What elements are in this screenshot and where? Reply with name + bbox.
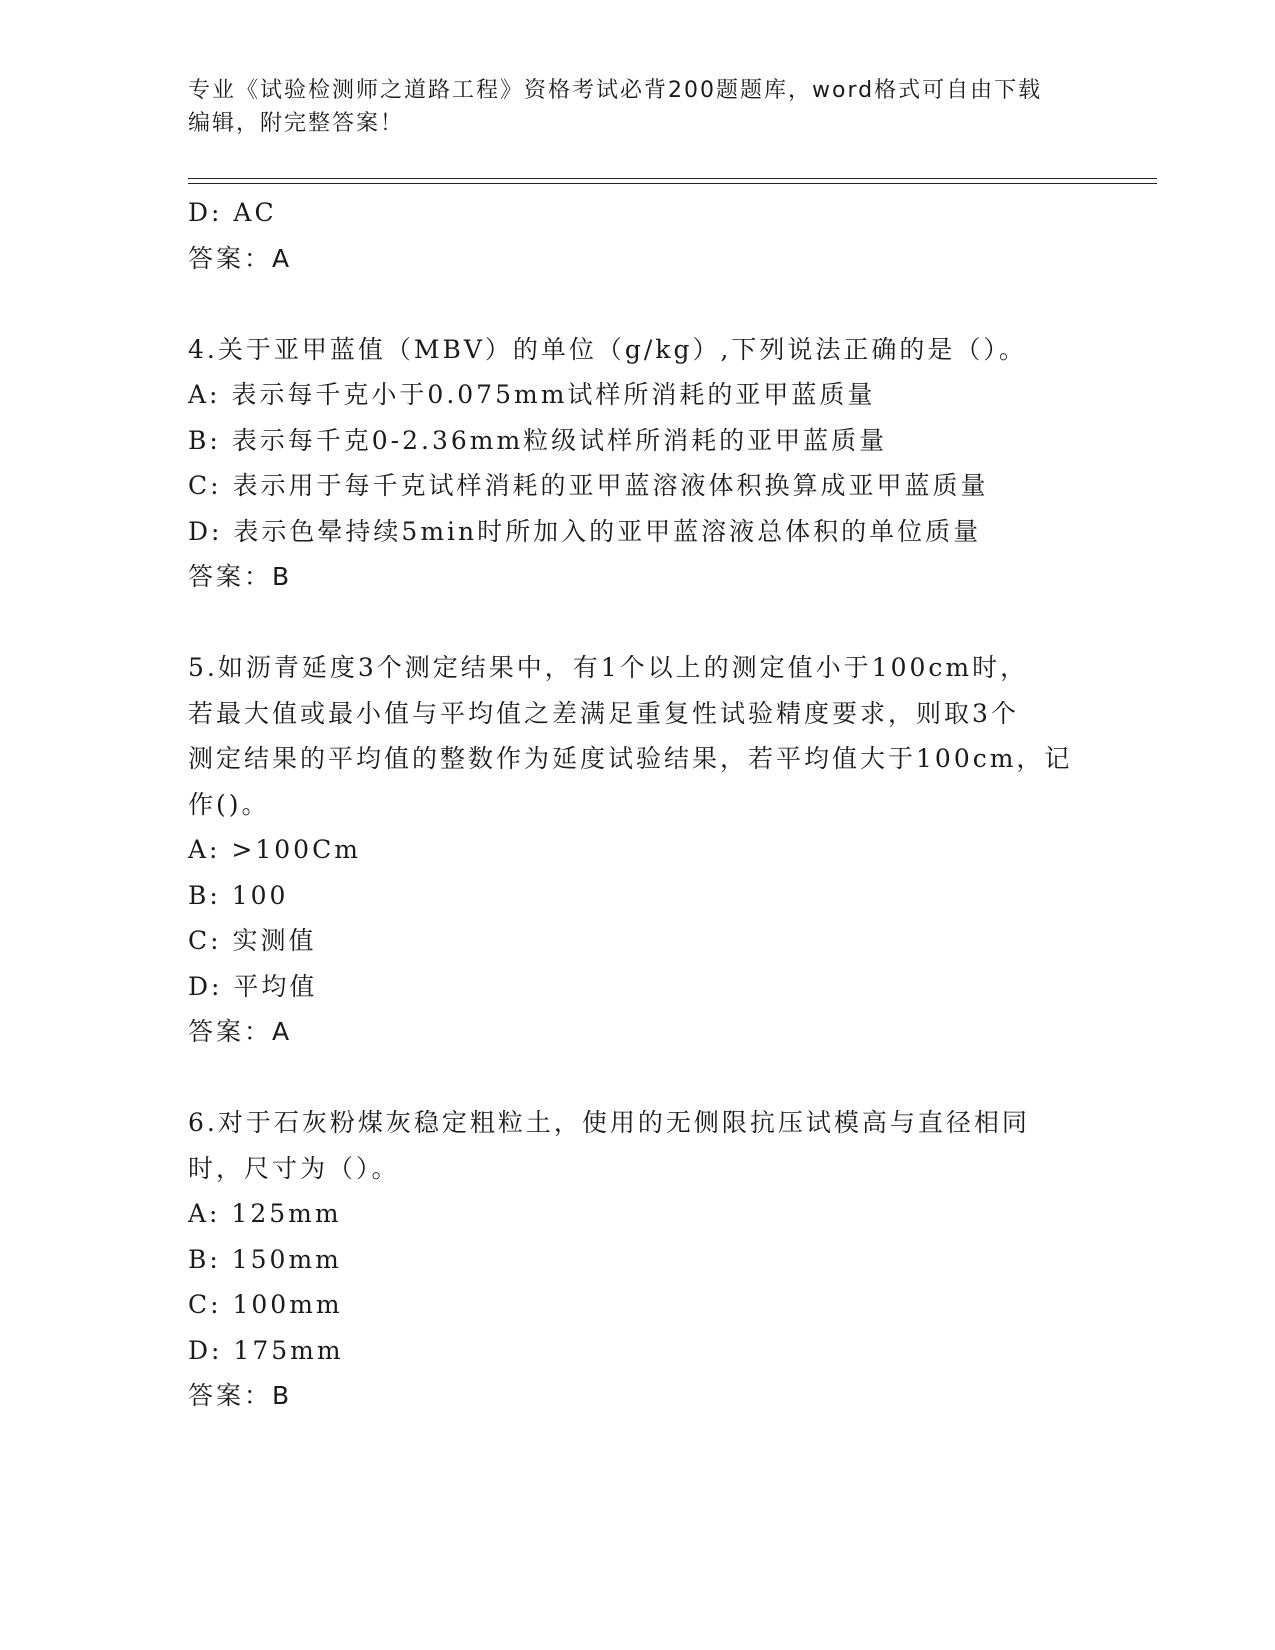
question-6-stem-line-1: 6.对于石灰粉煤灰稳定粗粒土，使用的无侧限抗压试模高与直径相同 <box>188 1108 1030 1137</box>
header-divider-bottom <box>188 183 1157 184</box>
question-4-option-a: A: 表示每千克小于0.075mm试样所消耗的亚甲蓝质量 <box>188 380 876 409</box>
question-list <box>188 190 1088 1419</box>
question-5-stem-line-1: 5.如沥青延度3个测定结果中，有1个以上的测定值小于100cm时， <box>188 653 1029 682</box>
question-5-option-b: B: 100 <box>188 880 289 910</box>
page-header <box>188 74 1088 140</box>
header-title-line-2: 编辑，附完整答案！ <box>188 111 405 136</box>
spacer <box>188 1055 1088 1101</box>
question-5-answer: 答案：A <box>188 1017 293 1046</box>
header-divider-top <box>188 178 1157 179</box>
question-5-option-d: D: 平均值 <box>188 971 318 1001</box>
question-6-option-a: A: 125mm <box>188 1199 342 1228</box>
question-6-option-c: C: 100mm <box>188 1290 343 1319</box>
question-4-option-c: C: 表示用于每千克试样消耗的亚甲蓝溶液体积换算成亚甲蓝质量 <box>188 471 989 500</box>
question-3-tail <box>188 190 1088 281</box>
question-5 <box>188 645 1088 1055</box>
question-6 <box>188 1100 1088 1419</box>
question-3-option-d: D: AC <box>188 198 277 227</box>
question-5-option-a: A: >100Cm <box>188 835 361 864</box>
question-4-stem: 4.关于亚甲蓝值（MBV）的单位（g/kg）,下列说法正确的是（）。 <box>188 334 1027 364</box>
question-4 <box>188 327 1088 600</box>
question-5-stem-line-3: 测定结果的平均值的整数作为延度试验结果，若平均值大于100cm，记 <box>188 744 1073 773</box>
question-5-stem-line-2: 若最大值或最小值与平均值之差满足重复性试验精度要求，则取3个 <box>188 698 1019 728</box>
question-3-answer: 答案：A <box>188 243 293 273</box>
spacer <box>188 281 1088 327</box>
question-5-stem-line-4: 作()。 <box>188 789 270 819</box>
question-6-option-d: D: 175mm <box>188 1335 344 1365</box>
question-4-option-d: D: 表示色晕持续5min时所加入的亚甲蓝溶液总体积的单位质量 <box>188 516 982 546</box>
header-title-line-1: 专业《试验检测师之道路工程》资格考试必背200题题库，word格式可自由下载 <box>188 78 1043 103</box>
question-4-option-b: B: 表示每千克0-2.36mm粒级试样所消耗的亚甲蓝质量 <box>188 425 888 455</box>
spacer <box>188 600 1088 646</box>
question-6-stem-line-2: 时，尺寸为（）。 <box>188 1153 400 1183</box>
question-6-answer: 答案：B <box>188 1381 293 1410</box>
question-6-option-b: B: 150mm <box>188 1244 342 1274</box>
question-5-option-c: C: 实测值 <box>188 926 317 955</box>
question-4-answer: 答案：B <box>188 562 293 591</box>
